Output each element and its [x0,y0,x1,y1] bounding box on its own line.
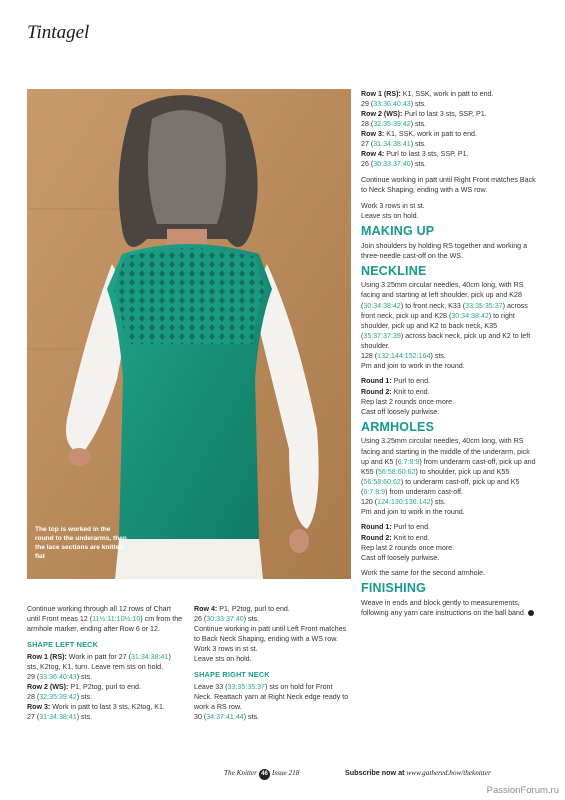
heading-shape-right-neck: SHAPE RIGHT NECK [194,670,270,680]
row-2-count: 28 (32:35:39:42) sts. [27,692,93,701]
paragraph: Pm and join to work in the round. [361,507,465,516]
heading-armholes: ARMHOLES [361,419,435,434]
watermark: PassionForum.ru [486,785,559,796]
column-middle [194,604,352,722]
model-illustration [27,89,351,579]
round-2-instruction: Round 2: Knit to end. [361,533,430,542]
row-2-instruction: Row 2 (WS): P1, P2tog, purl to end. [27,682,141,691]
row-4-count: 26 (30:33:37:40) sts. [194,615,260,624]
paragraph: Leave sts on hold. [361,211,419,220]
paragraph: Weave in ends and block gently to measurements, following any yarn care instructions on the ball band. [361,598,539,618]
paragraph: Pm and join to work in the round. [361,361,465,370]
row-3-count: 27 (31:34:38:41) sts. [27,712,93,721]
paragraph: Cast off loosely purlwise. [361,407,440,416]
paragraph: Work the same for the second armhole. [361,569,486,578]
heading-neckline: NECKLINE [361,263,427,278]
paragraph: 128 (132:144:152:164) sts. [361,351,446,360]
row-4-count: 26 (30:33:37:40) sts. [361,160,427,169]
heading-finishing: FINISHING [361,581,426,596]
garment-photo [27,89,351,579]
paragraph: Rep last 2 rounds once more. [361,543,455,552]
row-3-instruction: Row 3: K1, SSK, work in patt to end. [361,130,477,139]
paragraph: Continue working in patt until Left Front matches to Back Neck Shaping, ending with a WS row. [194,625,347,644]
round-2-instruction: Round 2: Knit to end. [361,387,430,396]
footer-magazine [224,768,299,780]
heading-making-up: MAKING UP [361,223,435,238]
row-2-count: 28 (32:35:39:42) sts. [361,120,427,129]
row-4-instruction: Row 4: P1, P2tog, purl to end. [194,605,290,613]
paragraph: Leave 33 (33:35:35:37) sts on hold for Front Neck. Reattach yarn at Right Neck edge ready to work a RS row. [194,682,349,711]
page-number: 46 [259,769,270,780]
footer-subscribe: Subscribe now at www.gathered.how/theknitter [345,768,491,777]
row-1-count: 29 (33:36:40:43) sts. [361,100,427,109]
photo-caption: The top is worked in the round to the underarms, then the lace sections are knitted flat [35,526,127,560]
end-mark-icon [528,610,534,616]
row-3-instruction: Row 3: Work in patt to last 3 sts, K2tog, K1. [27,702,165,711]
row-1-instruction: Row 1 (RS): K1, SSK, work in patt to end. [361,90,494,98]
paragraph: Work 3 rows in st st. [361,201,425,210]
paragraph: 120 (124:130:136:142) sts. [361,497,446,506]
paragraph: Join shoulders by holding RS together and working a three-needle cast-off on the WS. [361,241,528,260]
paragraph: Leave sts on hold. [194,655,252,664]
page-title: Tintagel [27,22,90,43]
heading-shape-left-neck: SHAPE LEFT NECK [27,640,99,650]
issue-number: Issue 218 [271,769,300,777]
paragraph: Continue working through all 12 rows of Chart until Front meas 12 (11½:11:10½:10) cm from the armhole marker, ending after Row 6 or 12. [27,605,183,634]
row-3-count: 27 (31:34:38:41) sts. [361,140,427,149]
paragraph: 30 (34:37:41:44) sts. [194,712,260,721]
magazine-name: The Knitter [224,769,257,777]
row-2-instruction: Row 2 (WS): Purl to last 3 sts, SSP, P1. [361,110,487,119]
paragraph: Using 3.25mm circular needles, 40cm long, with RS facing and starting at left shoulder, pick up and K28 (30:34:38:42) to front neck, K33 (33:35:35:37) across front neck, pick up and K28 (30:34:38:42) to right shoulder, pick up and K2 to back neck, K35 (35:37:37:39) across back neck, pick up and K2 to left shoulder. [361,281,531,350]
paragraph: Work 3 rows in st st. [194,645,258,654]
column-right [361,89,539,618]
paragraph: Using 3.25mm circular needles, 40cm long, with RS facing and starting in the middle of the underarm, pick up and K5 (6:7:8:9) from underarm cast-off, pick up and K55 (56:58:60:62) to shoulder, pick up and K55 (56:58:60:62) to underarm cast-off, pick up and K5 (6:7:8:9) from underarm cast-off. [361,437,536,496]
subscribe-link[interactable]: www.gathered.how/theknitter [406,769,491,777]
row-1-instruction: Row 1 (RS): Work in patt for 27 (31:34:38:41) sts, K2tog, K1, turn. Leave rem sts on hold. [27,652,171,671]
paragraph: Continue working in patt until Right Front matches Back to Neck Shaping, ending with a WS row. [361,176,536,195]
row-4-instruction: Row 4: Purl to last 3 sts, SSP, P1. [361,150,469,159]
column-left [27,604,183,722]
round-1-instruction: Round 1: Purl to end. [361,523,430,532]
paragraph: Cast off loosely purlwise. [361,553,440,562]
paragraph: Rep last 2 rounds once more. [361,397,455,406]
row-1-count: 29 (33:36:40:43) sts. [27,672,93,681]
round-1-instruction: Round 1: Purl to end. [361,377,430,386]
